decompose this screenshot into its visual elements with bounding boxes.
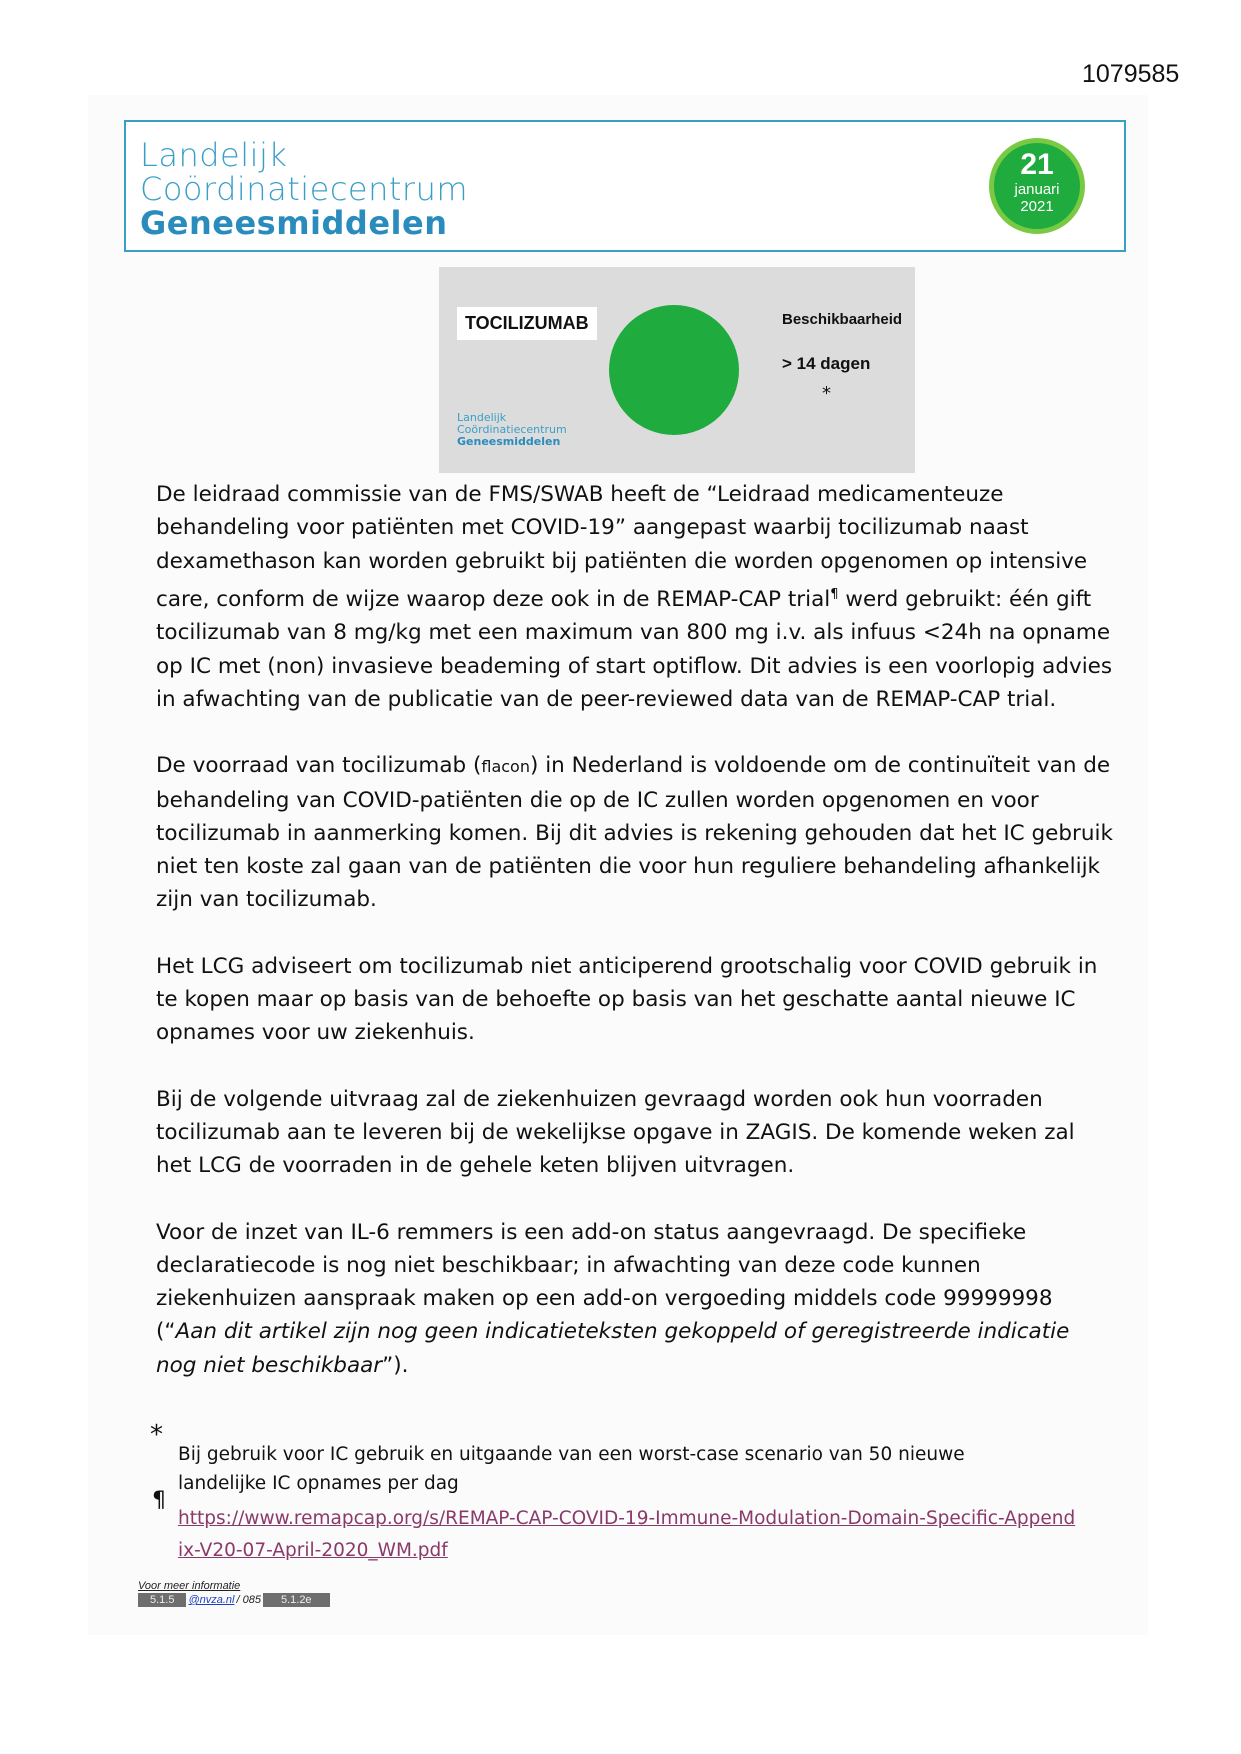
card-logo-line-1: Landelijk [457,411,507,424]
card-logo [457,412,567,448]
footnote-pilcrow-symbol: ¶ [152,1488,166,1513]
contact-info [138,1580,330,1607]
redaction-block: 5.1.5 [138,1593,186,1607]
paragraph-stock [156,749,1116,916]
org-name-line-3: Geneesmiddelen [140,204,448,242]
footnote-star-text: Bij gebruik voor IC gebruik en uitgaande van een worst-case scenario van 50 nieuwe landelijke IC opnames per dag [178,1444,965,1494]
date-month: januari [1014,181,1060,198]
paragraph-advice: Het LCG adviseert om tocilizumab niet anticiperend grootschalig voor COVID gebruik in te kopen maar op basis van de behoefte op basis van het geschatte aantal nieuwe IC opnames voor uw ziekenhuis. [156,953,1098,1046]
paragraph-addon-quote: Aan dit artikel zijn nog geen indicatieteksten gekoppeld of geregistreerde indicatie nog niet beschikbaar [156,1319,1070,1378]
paragraph-guideline-part-2: werd gebruikt: één gift tocilizumab van 8 mg/kg met een maximum van 800 mg i.v. als infuus <24h na opname op IC met (non) invasieve beademing of start optiflow. Dit advies is een voorlopig advies in afwachting van de publicatie van de peer-reviewed data van de REMAP-CAP trial. [156,587,1113,712]
paragraph-addon-part-2: ”). [382,1352,409,1378]
contact-phone: / 085 [236,1594,261,1606]
availability-card [439,267,915,473]
paragraph-stock-part-1: De voorraad van tocilizumab ( [156,753,482,779]
availability-status-dot [609,305,739,435]
footnote-star-symbol: * [150,1420,163,1450]
date-day: 21 [1020,148,1054,181]
contact-row [138,1593,330,1607]
card-logo-line-3: Geneesmiddelen [457,435,561,448]
paragraph-stock-unit: flacon [481,757,530,777]
contact-email[interactable]: @nvza.nl [188,1594,235,1606]
date-year: 2021 [1020,198,1054,215]
availability-value: > 14 dagen [782,354,871,373]
paragraph-addon [156,1216,1116,1382]
org-name-line-2: Coördinatiecentrum [140,170,469,208]
header-banner [124,120,1126,252]
date-badge [989,138,1085,234]
availability-label: Beschikbaarheid [782,311,903,328]
org-name-line-1: Landelijk [140,136,288,174]
paragraph-guideline-part-1: De leidraad commissie van de FMS/SWAB heeft de “Leidraad medicamenteuze behandeling voor patiënten met COVID-19” aangepast waarbij tocilizumab naast dexamethason kan worden gebruikt bij patiënten die worden opgenomen op intensive care, conform de wijze waarop deze ook in de REMAP-CAP trial [156,482,1088,613]
paragraph-addon-part-1: Voor de inzet van IL-6 remmers is een add-on status aangevraagd. De specifieke declaratiecode is nog niet beschikbaar; in afwachting van deze code kunnen ziekenhuizen aanspraak maken op een add-on vergoeding middels code 99999998 (“ [156,1219,1053,1345]
card-logo-line-2: Coördinatiecentrum [457,423,567,436]
drug-name: TOCILIZUMAB [457,307,597,340]
body-text [156,478,1116,1415]
availability-footnote-mark: * [822,383,831,404]
paragraph-stock-part-2: ) in Nederland is voldoende om de continuïteit van de behandeling van COVID-patiënten die op de IC zullen worden opgenomen en voor tocilizumab in aanmerking komen. Bij dit advies is rekening gehouden dat het IC gebruik niet ten koste zal gaan van de patiënten die voor hun reguliere behandeling afhankelijk zijn van tocilizumab. [156,753,1113,913]
paragraph-guideline [156,478,1116,716]
footnote-link[interactable]: https://www.remapcap.org/s/REMAP-CAP-COVID-19-Immune-Modulation-Domain-Specific-Appendix-V20-07-April-2020_WM.pdf [178,1508,1076,1561]
footnote-reference[interactable]: ¶ [830,586,839,602]
paragraph-inquiry: Bij de volgende uitvraag zal de ziekenhuizen gevraagd worden ook hun voorraden tocilizumab aan te leveren bij de wekelijkse opgave in ZAGIS. De komende weken zal het LCG de voorraden in de gehele keten blijven uitvragen. [156,1086,1075,1179]
contact-info-label[interactable]: Voor meer informatie [138,1580,241,1592]
document-number: 1079585 [1082,60,1180,88]
redaction-block-2: 5.1.2e [263,1593,330,1607]
organization-logo [140,138,468,240]
